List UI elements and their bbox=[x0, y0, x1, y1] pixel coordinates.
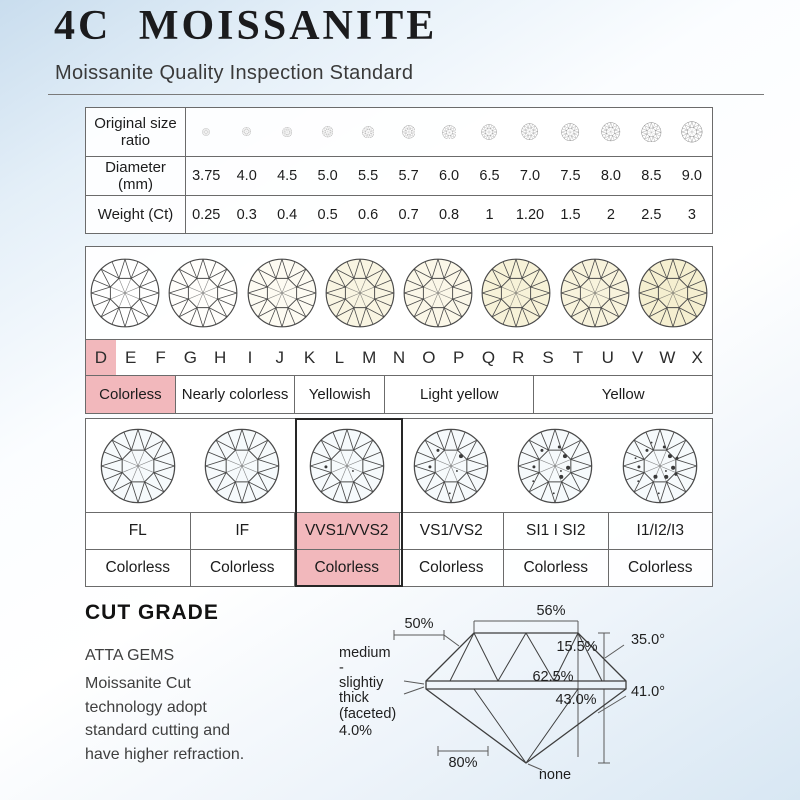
size-gem-cell bbox=[186, 108, 226, 156]
color-letter-x: X bbox=[691, 347, 703, 367]
table-pct-label: 56% bbox=[536, 603, 566, 619]
girdle-label-line: - bbox=[339, 660, 344, 676]
gem-icon bbox=[561, 123, 579, 141]
color-gem-cell bbox=[243, 257, 321, 329]
star-pct-label: 50% bbox=[404, 616, 434, 632]
color-letter-o: O bbox=[422, 347, 436, 367]
clarity-description: Colorless bbox=[503, 550, 608, 586]
diameter-value: 5.5 bbox=[358, 168, 379, 184]
color-group: Nearly colorless bbox=[175, 376, 294, 413]
clarity-grade: SI1 I SI2 bbox=[503, 513, 608, 549]
gem-icon bbox=[202, 128, 210, 136]
inclusion-dot bbox=[533, 480, 535, 482]
inclusion-dot bbox=[668, 454, 672, 458]
inclusion-dot bbox=[456, 470, 458, 472]
gem-icon bbox=[681, 121, 703, 143]
diameter-value: 5.7 bbox=[398, 168, 419, 184]
gem-icon bbox=[481, 124, 497, 140]
inclusion-dot bbox=[664, 474, 668, 478]
inclusion-dot bbox=[658, 492, 660, 494]
inclusion-dot bbox=[429, 465, 432, 468]
weight-value: 0.3 bbox=[236, 206, 257, 223]
gem-icon bbox=[362, 126, 375, 139]
color-gem-cell bbox=[556, 257, 634, 329]
inclusion-dot bbox=[533, 465, 536, 468]
diameter-values bbox=[186, 157, 712, 195]
clarity-grade-table bbox=[85, 418, 713, 587]
inclusion-dot bbox=[558, 445, 561, 448]
color-gem-cell bbox=[634, 257, 712, 329]
color-gem-row bbox=[86, 247, 712, 339]
color-letter-d: D bbox=[86, 340, 116, 375]
inclusion-dot bbox=[437, 448, 440, 451]
color-letter-h: H bbox=[214, 347, 227, 367]
diagram-labels bbox=[339, 603, 665, 783]
clarity-gem-icon bbox=[412, 427, 490, 505]
inclusion-dot bbox=[671, 465, 675, 469]
diameter-value: 5.0 bbox=[317, 168, 338, 184]
culet-label: none bbox=[538, 767, 572, 783]
color-gem-icon bbox=[89, 257, 161, 329]
weight-value: 0.8 bbox=[438, 206, 460, 223]
pavilion-angle-label: 41.0° bbox=[630, 684, 666, 700]
clarity-gem-icon bbox=[99, 427, 177, 505]
inclusion-dot bbox=[634, 457, 636, 459]
color-gem-icon bbox=[559, 257, 631, 329]
clarity-gem-cell bbox=[608, 427, 712, 505]
size-gem-cell bbox=[348, 108, 388, 156]
diameter-label: Diameter (mm) bbox=[86, 157, 186, 195]
size-gem-cell bbox=[429, 108, 469, 156]
clarity-description: Colorless bbox=[608, 550, 713, 586]
inclusion-dot bbox=[563, 454, 567, 458]
color-letter-g: G bbox=[183, 347, 197, 367]
size-gem-cell bbox=[307, 108, 347, 156]
diameter-row bbox=[86, 156, 712, 195]
total-depth-pct-label: 62.5% bbox=[532, 669, 574, 685]
color-letter-v: V bbox=[631, 347, 644, 367]
header-divider bbox=[48, 94, 764, 95]
color-gem-cell bbox=[399, 257, 477, 329]
color-gem-icon bbox=[480, 257, 552, 329]
color-letter-row bbox=[86, 339, 712, 375]
size-gem-cell bbox=[550, 108, 590, 156]
inclusion-dot bbox=[560, 474, 564, 478]
color-gem-cell bbox=[321, 257, 399, 329]
girdle-label-line: thick bbox=[339, 690, 369, 706]
color-grade-table bbox=[85, 246, 713, 414]
size-gem-cell bbox=[226, 108, 266, 156]
clarity-gem-cell bbox=[295, 427, 399, 505]
gem-icon bbox=[521, 123, 538, 140]
color-group-row bbox=[86, 375, 712, 413]
diameter-value: 8.0 bbox=[600, 168, 621, 184]
clarity-grade: FL bbox=[128, 522, 147, 539]
color-gem-icon bbox=[246, 257, 318, 329]
clarity-gem-icon bbox=[203, 427, 281, 505]
color-group: Colorless bbox=[86, 376, 175, 413]
inclusion-dot bbox=[560, 470, 562, 472]
size-gem-cell bbox=[469, 108, 509, 156]
color-letter-j: J bbox=[275, 347, 285, 367]
color-group: Yellow bbox=[533, 376, 712, 413]
inclusion-dot bbox=[553, 492, 555, 494]
color-gem-cell bbox=[477, 257, 555, 329]
cut-description-line: technology adopt bbox=[85, 698, 207, 716]
clarity-description: Colorless bbox=[190, 550, 295, 586]
diameter-value: 4.5 bbox=[277, 168, 298, 184]
weight-value: 0.6 bbox=[358, 206, 379, 223]
pavilion-depth-pct-label: 43.0% bbox=[555, 692, 597, 708]
clarity-grade: VS1/VS2 bbox=[399, 513, 504, 549]
color-gem-icon bbox=[637, 257, 709, 329]
color-letter-l: L bbox=[334, 347, 345, 367]
weight-value: 2.5 bbox=[641, 206, 662, 223]
inclusion-dot bbox=[637, 480, 639, 482]
gem-icon bbox=[641, 122, 662, 143]
diameter-value: 3.75 bbox=[192, 168, 221, 184]
weight-label: Weight (Ct) bbox=[86, 196, 186, 233]
size-ratio-row bbox=[86, 108, 712, 156]
clarity-gem-icon bbox=[516, 427, 594, 505]
diameter-value: 9.0 bbox=[681, 168, 702, 184]
girdle-label-line: 4.0% bbox=[339, 723, 373, 739]
clarity-gem-cell bbox=[399, 427, 503, 505]
cut-grade-heading: CUT GRADE bbox=[85, 601, 219, 624]
crown-angle-label: 35.0° bbox=[630, 632, 666, 648]
gem-icon bbox=[242, 127, 251, 136]
clarity-description: Colorless bbox=[399, 550, 504, 586]
color-letter-m: M bbox=[362, 347, 377, 367]
weight-value: 1 bbox=[485, 206, 494, 223]
inclusion-dot bbox=[653, 474, 657, 478]
color-group: Yellowish bbox=[294, 376, 384, 413]
color-letter-w: W bbox=[659, 347, 676, 367]
girdle-label-line: medium bbox=[339, 645, 391, 661]
cut-description-line: have higher refraction. bbox=[85, 745, 245, 763]
cut-proportion-diagram bbox=[322, 597, 780, 797]
weight-value: 0.5 bbox=[317, 206, 338, 223]
clarity-description: Colorless bbox=[294, 550, 399, 586]
gem-icon bbox=[322, 126, 333, 137]
brand-name: ATTA GEMS bbox=[85, 647, 175, 664]
crown-height-pct-label: 15.5% bbox=[556, 639, 598, 655]
girdle-label-line: (faceted) bbox=[339, 706, 397, 722]
inclusion-dot bbox=[459, 454, 463, 458]
gem-icon bbox=[402, 125, 416, 139]
color-letter-s: S bbox=[542, 347, 554, 367]
cut-description-line: Moissanite Cut bbox=[85, 675, 191, 692]
color-letter-n: N bbox=[392, 347, 406, 367]
weight-value: 0.25 bbox=[192, 206, 221, 223]
inclusion-dot bbox=[663, 445, 666, 448]
size-gem-cell bbox=[591, 108, 631, 156]
diameter-value: 7.0 bbox=[519, 168, 541, 184]
clarity-gem-row bbox=[86, 419, 712, 512]
inclusion-dot bbox=[449, 492, 451, 494]
cut-description bbox=[85, 672, 244, 766]
color-gem-cell bbox=[86, 257, 164, 329]
inclusion-dot bbox=[541, 448, 544, 451]
color-gem-icon bbox=[167, 257, 239, 329]
diameter-value: 6.0 bbox=[438, 168, 460, 184]
size-table bbox=[85, 107, 713, 234]
inclusion-dot bbox=[650, 441, 652, 443]
inclusion-dot bbox=[352, 470, 354, 472]
clarity-grade: VVS1/VVS2 bbox=[294, 513, 399, 549]
clarity-description: Colorless bbox=[105, 559, 171, 576]
size-ratio-label: Original size ratio bbox=[86, 108, 186, 156]
gem-icon bbox=[442, 125, 457, 140]
color-letter-k: K bbox=[303, 347, 316, 367]
color-gem-cell bbox=[164, 257, 242, 329]
clarity-gem-cell bbox=[190, 427, 294, 505]
color-letter-u: U bbox=[601, 347, 614, 367]
weight-value: 0.4 bbox=[277, 206, 298, 223]
color-letter-r: R bbox=[512, 347, 525, 367]
weight-values bbox=[186, 196, 712, 233]
gem-icon bbox=[282, 127, 292, 137]
color-letter-t: T bbox=[572, 347, 584, 367]
diameter-value: 4.0 bbox=[236, 168, 257, 184]
color-letter-e: E bbox=[125, 347, 137, 367]
page-title: 4C MOISSANITE bbox=[54, 3, 438, 49]
inclusion-dot bbox=[324, 465, 327, 468]
color-gem-icon bbox=[402, 257, 474, 329]
inclusion-dot bbox=[674, 472, 677, 475]
clarity-grade: IF bbox=[190, 513, 295, 549]
clarity-grade: I1/I2/I3 bbox=[608, 513, 713, 549]
cut-description-line: standard cutting and bbox=[85, 722, 230, 739]
inclusion-dot bbox=[567, 465, 571, 469]
inclusion-dot bbox=[675, 456, 678, 459]
diameter-value: 8.5 bbox=[641, 168, 662, 184]
clarity-gem-icon bbox=[308, 427, 386, 505]
clarity-gem-cell bbox=[86, 427, 190, 505]
color-letter-q: Q bbox=[481, 347, 496, 367]
gem-icon bbox=[601, 122, 621, 142]
page-subtitle: Moissanite Quality Inspection Standard bbox=[55, 62, 414, 84]
size-gem-cell bbox=[267, 108, 307, 156]
color-letter-p: P bbox=[452, 347, 465, 367]
clarity-gem-cell bbox=[503, 427, 607, 505]
inclusion-dot bbox=[645, 448, 648, 451]
size-gem-cell bbox=[631, 108, 671, 156]
inclusion-dot bbox=[637, 465, 640, 468]
lower-girdle-pct-label: 80% bbox=[448, 755, 478, 771]
inclusion-dot bbox=[665, 470, 667, 472]
weight-value: 2 bbox=[606, 206, 615, 223]
color-group: Light yellow bbox=[384, 376, 533, 413]
weight-value: 0.7 bbox=[398, 206, 419, 223]
size-gem-cell bbox=[672, 108, 712, 156]
girdle-label-line: slightiy bbox=[339, 675, 384, 691]
weight-value: 3 bbox=[687, 206, 696, 223]
size-gem-cell bbox=[510, 108, 550, 156]
color-letter-i: I bbox=[247, 347, 253, 367]
weight-value: 1.20 bbox=[515, 206, 545, 223]
size-gem-cell bbox=[388, 108, 428, 156]
diameter-value: 6.5 bbox=[479, 168, 500, 184]
weight-row bbox=[86, 195, 712, 233]
color-gem-icon bbox=[324, 257, 396, 329]
diameter-value: 7.5 bbox=[560, 168, 581, 184]
size-ratio-gems bbox=[186, 108, 712, 156]
clarity-grade-row bbox=[86, 512, 712, 549]
clarity-description-row bbox=[86, 549, 712, 586]
clarity-gem-icon bbox=[621, 427, 699, 505]
color-letter-f: F bbox=[155, 347, 166, 367]
weight-value: 1.5 bbox=[560, 206, 581, 223]
